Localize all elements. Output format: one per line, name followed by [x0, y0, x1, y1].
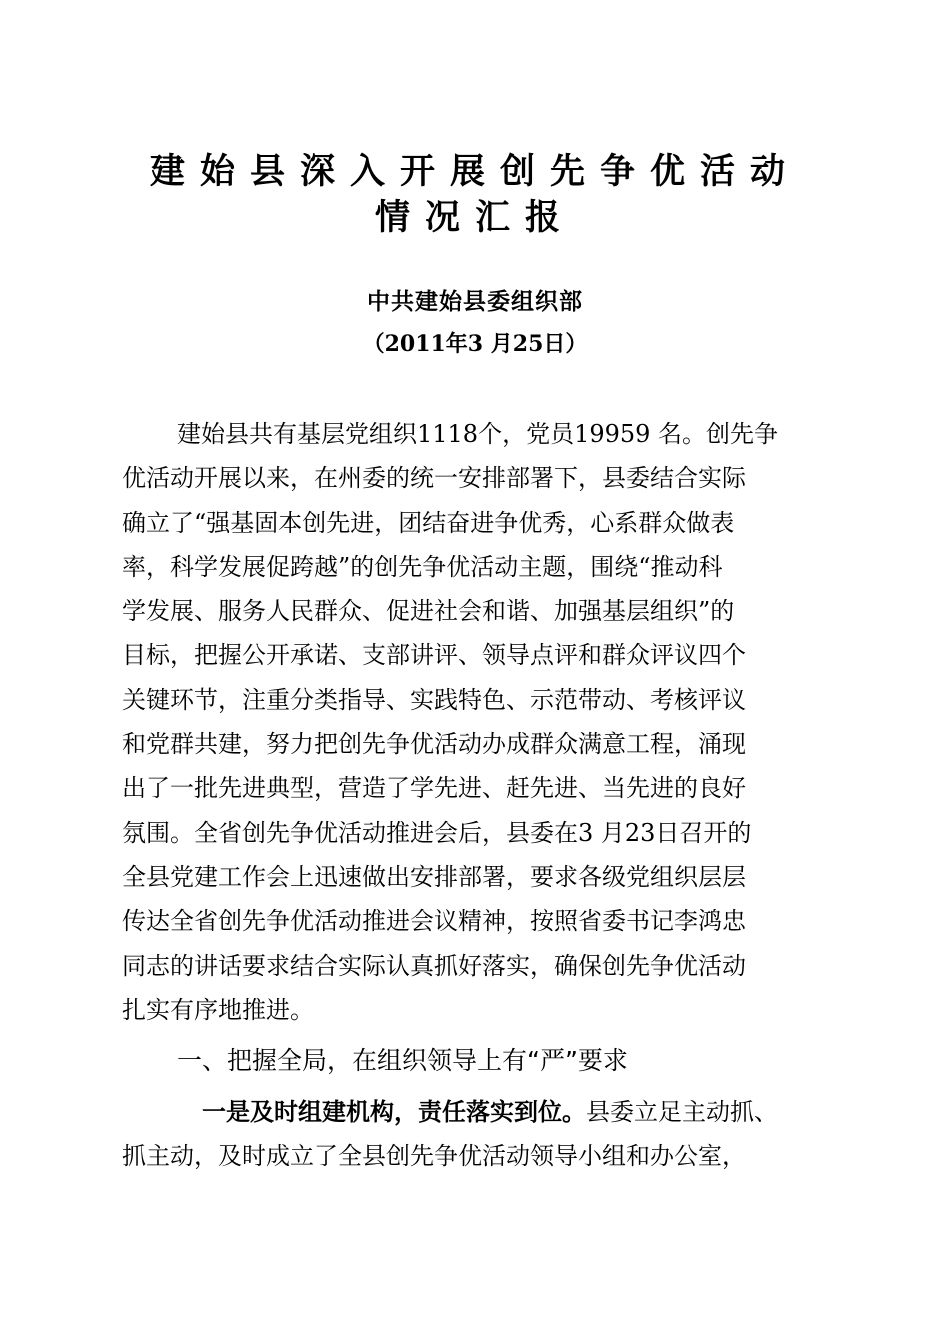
intro-line: 关键环节，注重分类指导、实践特色、示范带动、考核评议: [122, 685, 746, 714]
intro-line: 同志的讲话要求结合实际认真抓好落实，确保创先争优活动: [122, 951, 746, 980]
document-title-line-1: 建始县深入开展创先争优活动: [149, 151, 800, 192]
intro-line: 优活动开展以来，在州委的统一安排部署下，县委结合实际: [122, 464, 746, 493]
intro-line: 和党群共建，努力把创先争优活动办成群众满意工程，涌现: [122, 730, 746, 759]
intro-line: 率，科学发展促跨越”的创先争优活动主题，围绕“推动科: [122, 552, 723, 581]
intro-line: 出了一批先进典型，营造了学先进、赶先进、当先进的良好: [122, 774, 746, 803]
document-title-line-2: 情况汇报: [374, 197, 575, 238]
intro-line: 扎实有序地推进。: [122, 995, 314, 1024]
intro-paragraph: [122, 412, 830, 1032]
intro-line: 学发展、服务人民群众、促进社会和谐、加强基层组织”的: [122, 597, 735, 626]
document-date: （2011年3 月25日）: [362, 331, 588, 357]
intro-line: 目标，把握公开承诺、支部讲评、领导点评和群众评议四个: [122, 641, 746, 670]
para-line: [122, 1090, 842, 1134]
section-1-heading: 一、把握全局，在组织领导上有“严”要求: [177, 1046, 628, 1075]
intro-line: 传达全省创先争优活动推进会议精神，按照省委书记李鸿忠: [122, 907, 746, 936]
intro-line: 全县党建工作会上迅速做出安排部署，要求各级党组织层层: [122, 862, 746, 891]
para-line: 抓主动，及时成立了全县创先争优活动领导小组和办公室，: [122, 1142, 746, 1171]
intro-line: 建始县共有基层党组织1118个，党员19959 名。创先争: [177, 420, 779, 448]
intro-line: 确立了“强基固本创先进，团结奋进争优秀，心系群众做表: [122, 508, 735, 537]
document-author: 中共建始县委组织部: [367, 288, 583, 315]
para-lead-bold: 一是及时组建机构，责任落实到位。: [202, 1097, 586, 1126]
intro-line: 氛围。全省创先争优活动推进会后，县委在3 月23日召开的: [122, 818, 752, 847]
section-1-paragraph: [122, 1090, 842, 1179]
para-lead-rest: 县委立足主动抓、: [586, 1098, 778, 1126]
